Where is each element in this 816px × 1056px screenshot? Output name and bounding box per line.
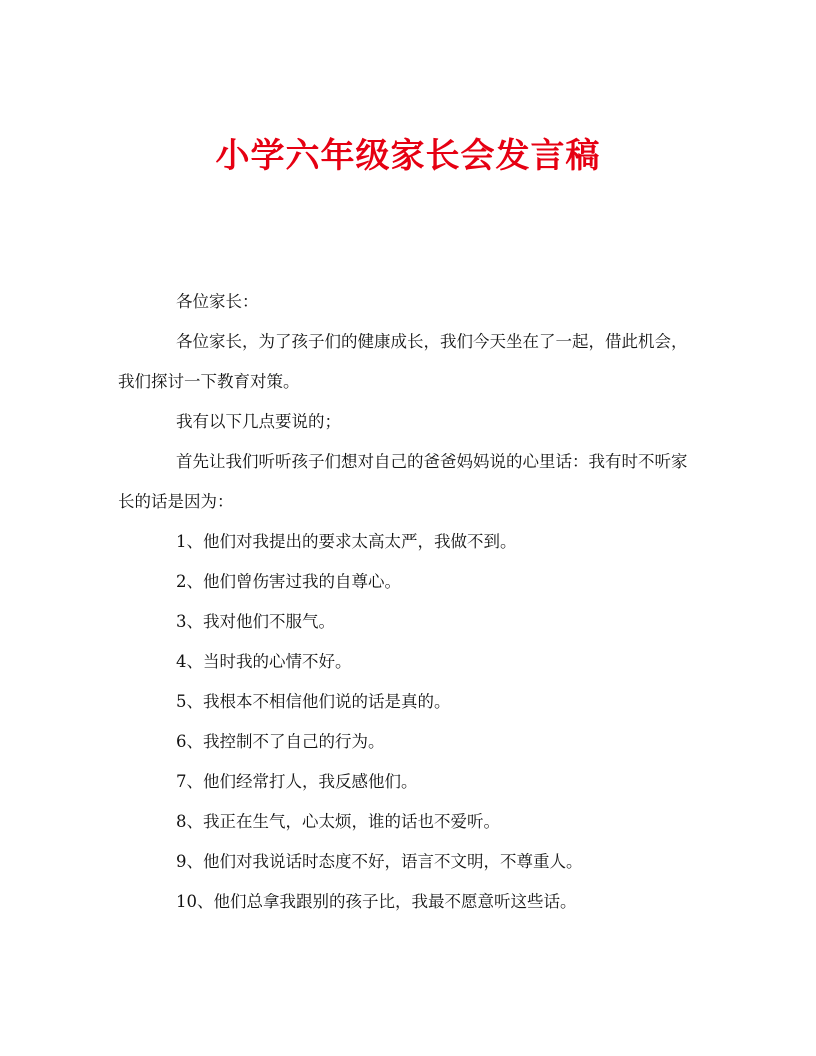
list-item-8: 8、我正在生气，心太烦，谁的话也不爱听。 (176, 812, 500, 831)
list-item-5: 5、我根本不相信他们说的话是真的。 (176, 692, 451, 711)
document-body (118, 282, 698, 922)
list-item-2: 2、他们曾伤害过我的自尊心。 (176, 572, 401, 591)
points-intro-paragraph: 我有以下几点要说的； (176, 412, 341, 431)
list-item-3: 3、我对他们不服气。 (176, 612, 335, 631)
children-voice-paragraph: 首先让我们听听孩子们想对自己的爸爸妈妈说的心里话：我有时不听家长的话是因为： (118, 452, 688, 511)
document-title: 小学六年级家长会发言稿 (215, 135, 601, 176)
list-item-9: 9、他们对我说话时态度不好，语言不文明，不尊重人。 (176, 852, 583, 871)
list-item-10: 10、他们总拿我跟别的孩子比，我最不愿意听这些话。 (176, 892, 577, 911)
list-item-6: 6、我控制不了自己的行为。 (176, 732, 385, 751)
greeting-paragraph: 各位家长： (176, 292, 259, 311)
list-item-4: 4、当时我的心情不好。 (176, 652, 352, 671)
intro-paragraph: 各位家长，为了孩子们的健康成长，我们今天坐在了一起，借此机会，我们探讨一下教育对策。 (118, 332, 688, 391)
list-item-1: 1、他们对我提出的要求太高太严，我做不到。 (176, 532, 517, 551)
list-item-7: 7、他们经常打人，我反感他们。 (176, 772, 418, 791)
